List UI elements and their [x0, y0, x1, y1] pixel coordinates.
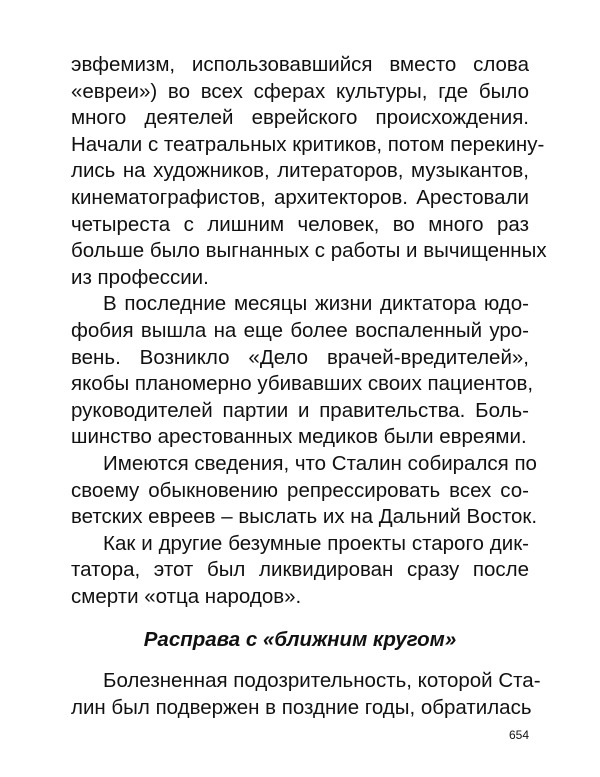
text-line: лись на художников, литераторов, музыкантов,: [71, 159, 529, 183]
section-heading: Расправа с «ближним кругом»: [143, 628, 457, 652]
paragraph: [71, 52, 547, 291]
page-body: [71, 52, 547, 721]
paragraph: [71, 291, 534, 451]
text-line: Имеются сведения, что Сталин собирался по: [103, 451, 537, 475]
text-line: Болезненная подозрительность, которой Ста-: [103, 669, 541, 693]
text-line: Начали с театральных критиков, потом перекину-: [71, 132, 545, 156]
text-line: четыреста с лишним человек, во много раз: [71, 212, 529, 236]
text-line: смерти «отца народов».: [71, 584, 302, 608]
text-line: якобы планомерно убивавших своих пациентов,: [71, 372, 534, 396]
text-line: В последние месяцы жизни диктатора юдо-: [103, 292, 529, 316]
text-line: лин был подвержен в поздние годы, обратилась: [71, 695, 532, 719]
text-line: «евреи») во всех сферах культуры, где было: [71, 79, 529, 103]
text-line: из профессии.: [71, 265, 209, 289]
text-line: татора, этот был ликвидирован сразу после: [71, 558, 529, 582]
text-line: своему обыкновению репрессировать всех со-: [71, 478, 529, 502]
text-line: много деятелей еврейского происхождения.: [71, 106, 529, 130]
text-line: вень. Возникло «Дело врачей-вредителей»,: [71, 345, 529, 369]
text-line: шинство арестованных медиков были евреями.: [71, 425, 527, 449]
text-line: Как и другие безумные проекты старого дик-: [103, 531, 529, 555]
text-line: фобия вышла на еще более воспаленный уро-: [71, 318, 529, 342]
text-line: эвфемизм, использовавшийся вместо слова: [71, 53, 529, 76]
text-line: больше было выгнанных с работы и вычищенных: [71, 239, 547, 263]
page-number: 654: [508, 728, 529, 742]
paragraph: [71, 668, 541, 721]
text-line: руководителей партии и правительства. Боль-: [71, 398, 529, 422]
paragraph: [71, 451, 538, 531]
text-line: кинематографистов, архитекторов. Арестовали: [71, 185, 529, 209]
paragraph: [71, 531, 529, 611]
text-line: ветских евреев – выслать их на Дальний Восток.: [71, 505, 538, 529]
